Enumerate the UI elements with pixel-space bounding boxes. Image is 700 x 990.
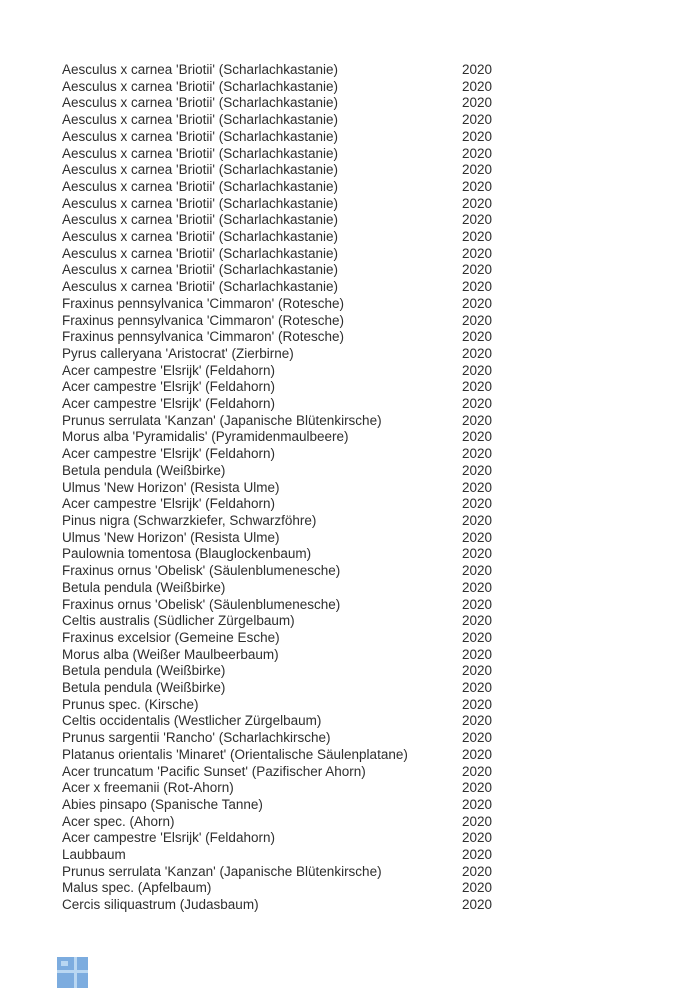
list-row <box>62 279 682 296</box>
list-row <box>62 747 682 764</box>
list-row <box>62 613 682 630</box>
list-row <box>62 730 682 747</box>
list-row <box>62 680 682 697</box>
year-label: 2020 <box>462 229 493 245</box>
list-row <box>62 630 682 647</box>
year-label: 2020 <box>462 396 493 412</box>
species-label: Prunus sargentii 'Rancho' (Scharlachkirsche) <box>62 730 331 746</box>
year-label: 2020 <box>462 279 493 295</box>
species-label: Aesculus x carnea 'Briotii' (Scharlachkastanie) <box>62 128 339 144</box>
year-label: 2020 <box>462 629 493 645</box>
year-label: 2020 <box>462 897 493 913</box>
species-label: Fraxinus ornus 'Obelisk' (Säulenblumenesche) <box>62 563 341 579</box>
list-row <box>62 830 682 847</box>
list-row <box>62 713 682 730</box>
list-row <box>62 814 682 831</box>
list-row <box>62 212 682 229</box>
species-label: Betula pendula (Weißbirke) <box>62 680 226 696</box>
list-row <box>62 146 682 163</box>
list-row <box>62 179 682 196</box>
list-row <box>62 780 682 797</box>
species-label: Fraxinus excelsior (Gemeine Esche) <box>62 629 280 645</box>
species-label: Prunus serrulata 'Kanzan' (Japanische Blütenkirsche) <box>62 412 382 428</box>
year-label: 2020 <box>462 563 493 579</box>
list-row <box>62 196 682 213</box>
list-row <box>62 546 682 563</box>
species-label: Aesculus x carnea 'Briotii' (Scharlachkastanie) <box>62 162 339 178</box>
species-label: Aesculus x carnea 'Briotii' (Scharlachkastanie) <box>62 112 339 128</box>
year-label: 2020 <box>462 479 493 495</box>
species-label: Betula pendula (Weißbirke) <box>62 462 226 478</box>
species-label: Aesculus x carnea 'Briotii' (Scharlachkastanie) <box>62 279 339 295</box>
list-row <box>62 580 682 597</box>
list-row <box>62 62 682 79</box>
year-label: 2020 <box>462 663 493 679</box>
species-label: Prunus serrulata 'Kanzan' (Japanische Blütenkirsche) <box>62 863 382 879</box>
list-row <box>62 413 682 430</box>
species-label: Aesculus x carnea 'Briotii' (Scharlachkastanie) <box>62 262 339 278</box>
year-label: 2020 <box>462 429 493 445</box>
year-label: 2020 <box>462 379 493 395</box>
year-label: 2020 <box>462 345 493 361</box>
tree-list <box>62 62 682 914</box>
year-label: 2020 <box>462 579 493 595</box>
species-label: Aesculus x carnea 'Briotii' (Scharlachkastanie) <box>62 95 339 111</box>
year-label: 2020 <box>462 596 493 612</box>
map-tile-fragment <box>57 957 88 988</box>
species-label: Acer campestre 'Elsrijk' (Feldahorn) <box>62 362 275 378</box>
species-label: Morus alba (Weißer Maulbeerbaum) <box>62 646 279 662</box>
list-row <box>62 480 682 497</box>
list-row <box>62 379 682 396</box>
list-row <box>62 864 682 881</box>
species-label: Acer x freemanii (Rot-Ahorn) <box>62 780 234 796</box>
list-row <box>62 346 682 363</box>
list-row <box>62 313 682 330</box>
list-row <box>62 847 682 864</box>
species-label: Aesculus x carnea 'Briotii' (Scharlachkastanie) <box>62 145 339 161</box>
species-label: Acer campestre 'Elsrijk' (Feldahorn) <box>62 830 275 846</box>
year-label: 2020 <box>462 446 493 462</box>
year-label: 2020 <box>462 245 493 261</box>
year-label: 2020 <box>462 830 493 846</box>
year-label: 2020 <box>462 763 493 779</box>
list-row <box>62 880 682 897</box>
species-label: Celtis occidentalis (Westlicher Zürgelbaum) <box>62 713 322 729</box>
species-label: Malus spec. (Apfelbaum) <box>62 880 212 896</box>
year-label: 2020 <box>462 796 493 812</box>
year-label: 2020 <box>462 680 493 696</box>
list-row <box>62 513 682 530</box>
list-row <box>62 897 682 914</box>
species-label: Betula pendula (Weißbirke) <box>62 663 226 679</box>
species-label: Pyrus calleryana 'Aristocrat' (Zierbirne) <box>62 345 294 361</box>
year-label: 2020 <box>462 78 493 94</box>
year-label: 2020 <box>462 813 493 829</box>
species-label: Acer truncatum 'Pacific Sunset' (Pazifischer Ahorn) <box>62 763 366 779</box>
list-row <box>62 663 682 680</box>
year-label: 2020 <box>462 412 493 428</box>
year-label: 2020 <box>462 262 493 278</box>
species-label: Prunus spec. (Kirsche) <box>62 696 199 712</box>
list-row <box>62 246 682 263</box>
species-label: Acer spec. (Ahorn) <box>62 813 175 829</box>
species-label: Fraxinus pennsylvanica 'Cimmaron' (Rotesche) <box>62 295 345 311</box>
species-label: Fraxinus pennsylvanica 'Cimmaron' (Rotesche) <box>62 312 345 328</box>
species-label: Aesculus x carnea 'Briotii' (Scharlachkastanie) <box>62 245 339 261</box>
species-label: Aesculus x carnea 'Briotii' (Scharlachkastanie) <box>62 195 339 211</box>
species-label: Aesculus x carnea 'Briotii' (Scharlachkastanie) <box>62 212 339 228</box>
year-label: 2020 <box>462 713 493 729</box>
year-label: 2020 <box>462 95 493 111</box>
year-label: 2020 <box>462 162 493 178</box>
species-label: Aesculus x carnea 'Briotii' (Scharlachkastanie) <box>62 62 339 77</box>
list-row <box>62 112 682 129</box>
list-row <box>62 396 682 413</box>
year-label: 2020 <box>462 195 493 211</box>
list-row <box>62 429 682 446</box>
list-row <box>62 129 682 146</box>
year-label: 2020 <box>462 62 493 77</box>
species-label: Fraxinus ornus 'Obelisk' (Säulenblumenesche) <box>62 596 341 612</box>
year-label: 2020 <box>462 178 493 194</box>
species-label: Ulmus 'New Horizon' (Resista Ulme) <box>62 479 280 495</box>
species-label: Morus alba 'Pyramidalis' (Pyramidenmaulbeere) <box>62 429 349 445</box>
year-label: 2020 <box>462 863 493 879</box>
year-label: 2020 <box>462 696 493 712</box>
year-label: 2020 <box>462 780 493 796</box>
species-label: Fraxinus pennsylvanica 'Cimmaron' (Rotesche) <box>62 329 345 345</box>
list-row <box>62 262 682 279</box>
year-label: 2020 <box>462 496 493 512</box>
species-label: Acer campestre 'Elsrijk' (Feldahorn) <box>62 496 275 512</box>
list-row <box>62 446 682 463</box>
list-row <box>62 530 682 547</box>
year-label: 2020 <box>462 462 493 478</box>
list-row <box>62 496 682 513</box>
year-label: 2020 <box>462 312 493 328</box>
species-label: Acer campestre 'Elsrijk' (Feldahorn) <box>62 396 275 412</box>
species-label: Abies pinsapo (Spanische Tanne) <box>62 796 263 812</box>
list-row <box>62 162 682 179</box>
year-label: 2020 <box>462 329 493 345</box>
species-label: Platanus orientalis 'Minaret' (Orientalische Säulenplatane) <box>62 746 408 762</box>
year-label: 2020 <box>462 128 493 144</box>
species-label: Betula pendula (Weißbirke) <box>62 579 226 595</box>
list-row <box>62 296 682 313</box>
list-row <box>62 363 682 380</box>
list-row <box>62 563 682 580</box>
list-row <box>62 597 682 614</box>
species-label: Pinus nigra (Schwarzkiefer, Schwarzföhre) <box>62 512 317 528</box>
list-row <box>62 95 682 112</box>
year-label: 2020 <box>462 295 493 311</box>
species-label: Cercis siliquastrum (Judasbaum) <box>62 897 259 913</box>
year-label: 2020 <box>462 880 493 896</box>
year-label: 2020 <box>462 847 493 863</box>
year-label: 2020 <box>462 546 493 562</box>
list-row <box>62 229 682 246</box>
year-label: 2020 <box>462 362 493 378</box>
species-label: Aesculus x carnea 'Briotii' (Scharlachkastanie) <box>62 178 339 194</box>
list-row <box>62 647 682 664</box>
species-label: Aesculus x carnea 'Briotii' (Scharlachkastanie) <box>62 78 339 94</box>
year-label: 2020 <box>462 529 493 545</box>
year-label: 2020 <box>462 112 493 128</box>
list-row <box>62 463 682 480</box>
year-label: 2020 <box>462 212 493 228</box>
species-label: Ulmus 'New Horizon' (Resista Ulme) <box>62 529 280 545</box>
list-row <box>62 79 682 96</box>
species-label: Paulownia tomentosa (Blauglockenbaum) <box>62 546 312 562</box>
list-row <box>62 697 682 714</box>
list-row <box>62 329 682 346</box>
species-label: Acer campestre 'Elsrijk' (Feldahorn) <box>62 379 275 395</box>
species-label: Laubbaum <box>62 847 126 863</box>
species-label: Aesculus x carnea 'Briotii' (Scharlachkastanie) <box>62 229 339 245</box>
list-row <box>62 797 682 814</box>
year-label: 2020 <box>462 730 493 746</box>
species-label: Celtis australis (Südlicher Zürgelbaum) <box>62 613 295 629</box>
year-label: 2020 <box>462 646 493 662</box>
list-row <box>62 764 682 781</box>
year-label: 2020 <box>462 512 493 528</box>
year-label: 2020 <box>462 145 493 161</box>
year-label: 2020 <box>462 613 493 629</box>
species-label: Acer campestre 'Elsrijk' (Feldahorn) <box>62 446 275 462</box>
year-label: 2020 <box>462 746 493 762</box>
